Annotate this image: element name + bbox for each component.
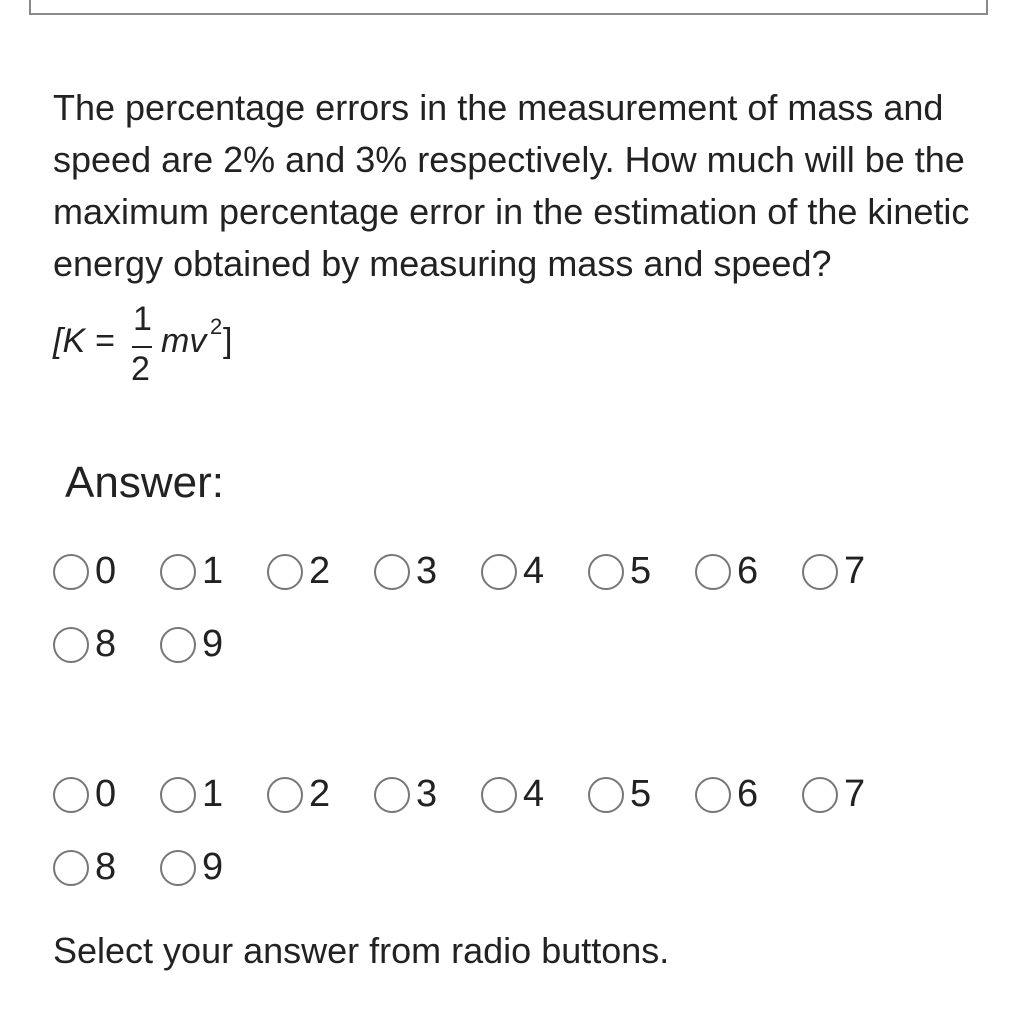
radio-circle-icon[interactable] [374, 777, 410, 813]
radio-label: 0 [95, 773, 117, 815]
radio-label: 1 [202, 550, 224, 592]
radio-option-0[interactable] [53, 550, 116, 593]
radio-circle-icon[interactable] [160, 850, 196, 886]
radio-circle-icon[interactable] [160, 554, 196, 590]
radio-option-5[interactable] [588, 773, 651, 816]
answer-label: Answer: [65, 458, 224, 507]
radio-label: 2 [309, 773, 331, 815]
radio-label: 4 [523, 550, 545, 592]
radio-label: 4 [523, 773, 545, 815]
radio-label: 7 [844, 550, 866, 592]
radio-circle-icon[interactable] [802, 554, 838, 590]
formula-denominator: 2 [131, 350, 150, 388]
radio-option-2[interactable] [267, 773, 330, 816]
radio-label: 9 [202, 623, 224, 665]
radio-circle-icon[interactable] [588, 777, 624, 813]
radio-option-3[interactable] [374, 550, 437, 593]
formula-numerator: 1 [133, 300, 152, 338]
radio-label: 7 [844, 773, 866, 815]
radio-circle-icon[interactable] [267, 554, 303, 590]
radio-option-8[interactable] [53, 846, 116, 889]
formula-close: ] [223, 322, 233, 360]
radio-option-9[interactable] [160, 846, 223, 889]
radio-circle-icon[interactable] [53, 850, 89, 886]
radio-label: 3 [416, 773, 438, 815]
radio-option-7[interactable] [802, 550, 865, 593]
radio-label: 0 [95, 550, 117, 592]
radio-circle-icon[interactable] [53, 777, 89, 813]
radio-circle-icon[interactable] [53, 554, 89, 590]
radio-label: 5 [630, 773, 652, 815]
radio-option-4[interactable] [481, 773, 544, 816]
radio-option-0[interactable] [53, 773, 116, 816]
radio-option-6[interactable] [695, 773, 758, 816]
radio-circle-icon[interactable] [695, 777, 731, 813]
radio-circle-icon[interactable] [374, 554, 410, 590]
instruction-text: Select your answer from radio buttons. [53, 930, 670, 971]
radio-option-8[interactable] [53, 623, 116, 666]
radio-option-4[interactable] [481, 550, 544, 593]
radio-circle-icon[interactable] [481, 554, 517, 590]
radio-option-7[interactable] [802, 773, 865, 816]
fraction-bar [132, 346, 152, 348]
radio-label: 6 [737, 550, 759, 592]
radio-circle-icon[interactable] [53, 627, 89, 663]
radio-circle-icon[interactable] [695, 554, 731, 590]
radio-circle-icon[interactable] [160, 777, 196, 813]
radio-option-3[interactable] [374, 773, 437, 816]
radio-option-9[interactable] [160, 623, 223, 666]
formula-open: [K = [53, 322, 115, 360]
radio-label: 2 [309, 550, 331, 592]
radio-circle-icon[interactable] [802, 777, 838, 813]
radio-label: 3 [416, 550, 438, 592]
radio-circle-icon[interactable] [267, 777, 303, 813]
radio-option-1[interactable] [160, 550, 223, 593]
radio-circle-icon[interactable] [160, 627, 196, 663]
radio-label: 8 [95, 846, 117, 888]
radio-circle-icon[interactable] [481, 777, 517, 813]
radio-option-5[interactable] [588, 550, 651, 593]
radio-option-2[interactable] [267, 550, 330, 593]
radio-label: 6 [737, 773, 759, 815]
previous-content-box [29, 0, 988, 15]
radio-option-6[interactable] [695, 550, 758, 593]
question-text: The percentage errors in the measurement of mass and speed are 2% and 3% respectively. How much will be the maximum percentage error in the estimation of the kinetic energy obtained by measuring mass and speed? [53, 87, 970, 284]
radio-label: 1 [202, 773, 224, 815]
formula-mv: mv [161, 322, 207, 360]
radio-label: 5 [630, 550, 652, 592]
formula-exponent: 2 [210, 314, 223, 339]
radio-circle-icon[interactable] [588, 554, 624, 590]
radio-label: 8 [95, 623, 117, 665]
radio-label: 9 [202, 846, 224, 888]
radio-option-1[interactable] [160, 773, 223, 816]
